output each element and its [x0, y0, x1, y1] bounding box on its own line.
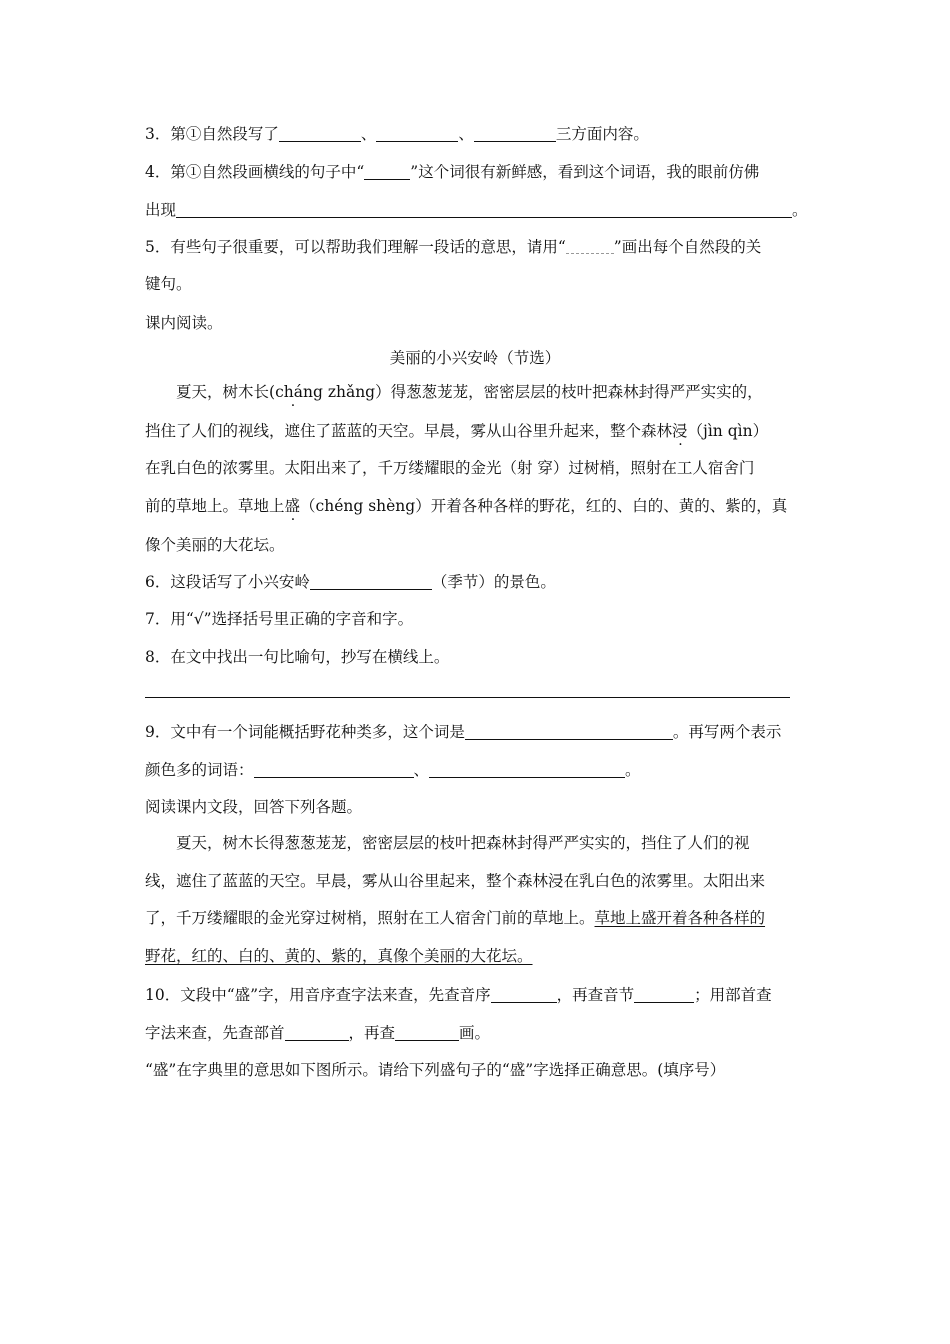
question-9-line2: 颜色多的词语： 、 。: [145, 761, 641, 779]
dotted-character: 长 ·: [254, 383, 270, 401]
passage-line: 在乳白色的浓雾里。太阳出来了，千万缕耀眼的金光（射 穿）过树梢，照射在工人宿舍门: [145, 459, 755, 477]
passage-line: 了，千万缕耀眼的金光穿过树梢，照射在工人宿舍门前的草地上。草地上盛开着各种各样的: [145, 909, 766, 927]
dictionary-note: “盛”在字典里的意思如下图所示。请给下列盛句子的“盛”字选择正确意思。(填序号）: [145, 1061, 726, 1079]
answer-blank[interactable]: [429, 759, 625, 778]
answer-blank[interactable]: [376, 123, 458, 142]
question-7: 7．用“√”选择括号里正确的字音和字。: [145, 610, 414, 628]
passage-line: 线，遮住了蓝蓝的天空。早晨，雾从山谷里起来，整个森林浸在乳白色的浓雾里。太阳出来: [145, 872, 766, 890]
question-9: 9．文中有一个词能概括野花种类多，这个词是 。再写两个表示: [145, 723, 782, 741]
underlined-sentence: 野花，红的、白的、黄的、紫的，真像个美丽的大花坛。: [145, 947, 533, 965]
answer-blank[interactable]: [310, 571, 432, 590]
answer-blank[interactable]: [285, 1022, 349, 1041]
question-8: 8．在文中找出一句比喻句，抄写在横线上。: [145, 648, 450, 666]
answer-blank[interactable]: [465, 721, 673, 740]
passage-line: 前的草地上。草地上盛（chéng shèng）开着各种各样的野花，红的、白的、黄的、紫的，真: [145, 497, 788, 515]
answer-blank[interactable]: [279, 123, 361, 142]
answer-blank[interactable]: [395, 1022, 459, 1041]
question-6: 6．这段话写了小兴安岭 （季节）的景色。: [145, 573, 556, 591]
question-5-line2: 键句。: [145, 275, 192, 293]
dotted-character: 盛: [284, 497, 301, 515]
question-4-line2: 出现 。: [145, 201, 808, 219]
section-heading: 阅读课内文段，回答下列各题。: [145, 798, 363, 816]
passage-line: [145, 944, 810, 968]
passage-line: 像个美丽的大花坛。: [145, 536, 285, 554]
answer-blank[interactable]: [254, 759, 414, 778]
passage-line: 挡住了人们的视线，遮住了蓝蓝的天空。早晨，雾从山谷里升起来，整个森林浸（jìn qìn）: [145, 422, 769, 440]
section-heading: 课内阅读。: [145, 314, 223, 332]
question-3: 3．第①自然段写了 、 、 三方面内容。: [145, 125, 649, 143]
passage-line: 夏天，树木长得葱葱茏茏，密密层层的枝叶把森林封得严严实实的，挡住了人们的视: [176, 834, 750, 852]
question-4: 4．第①自然段画横线的句子中“ ”这个词很有新鲜感，看到这个词语，我的眼前仿佛: [145, 163, 760, 181]
question-5: 5．有些句子很重要，可以帮助我们理解一段话的意思，请用“ ”画出每个自然段的关: [145, 238, 762, 256]
answer-blank[interactable]: [474, 123, 556, 142]
answer-blank[interactable]: [176, 199, 792, 218]
passage-line: 夏天，树木长 ·(cháng zhǎng）得葱葱茏茏，密密层层的枝叶把森林封得严严实实的，: [145, 380, 810, 404]
question-10: 10．文段中“盛”字，用音序查字法来查，先查音序 ，再查音节 ；用部首查: [145, 986, 772, 1004]
dotted-character: 浸: [672, 422, 688, 440]
answer-line[interactable]: [145, 697, 790, 698]
answer-blank[interactable]: [634, 984, 694, 1003]
dotted-line-sample: [566, 237, 614, 254]
passage-title: 美丽的小兴安岭（节选）: [389, 349, 561, 367]
answer-blank[interactable]: [364, 161, 410, 180]
answer-blank[interactable]: [491, 984, 557, 1003]
question-10-line2: 字法来查，先查部首 ，再查 画。: [145, 1024, 491, 1042]
underlined-sentence: 草地上盛开着各种各样的: [594, 909, 766, 927]
